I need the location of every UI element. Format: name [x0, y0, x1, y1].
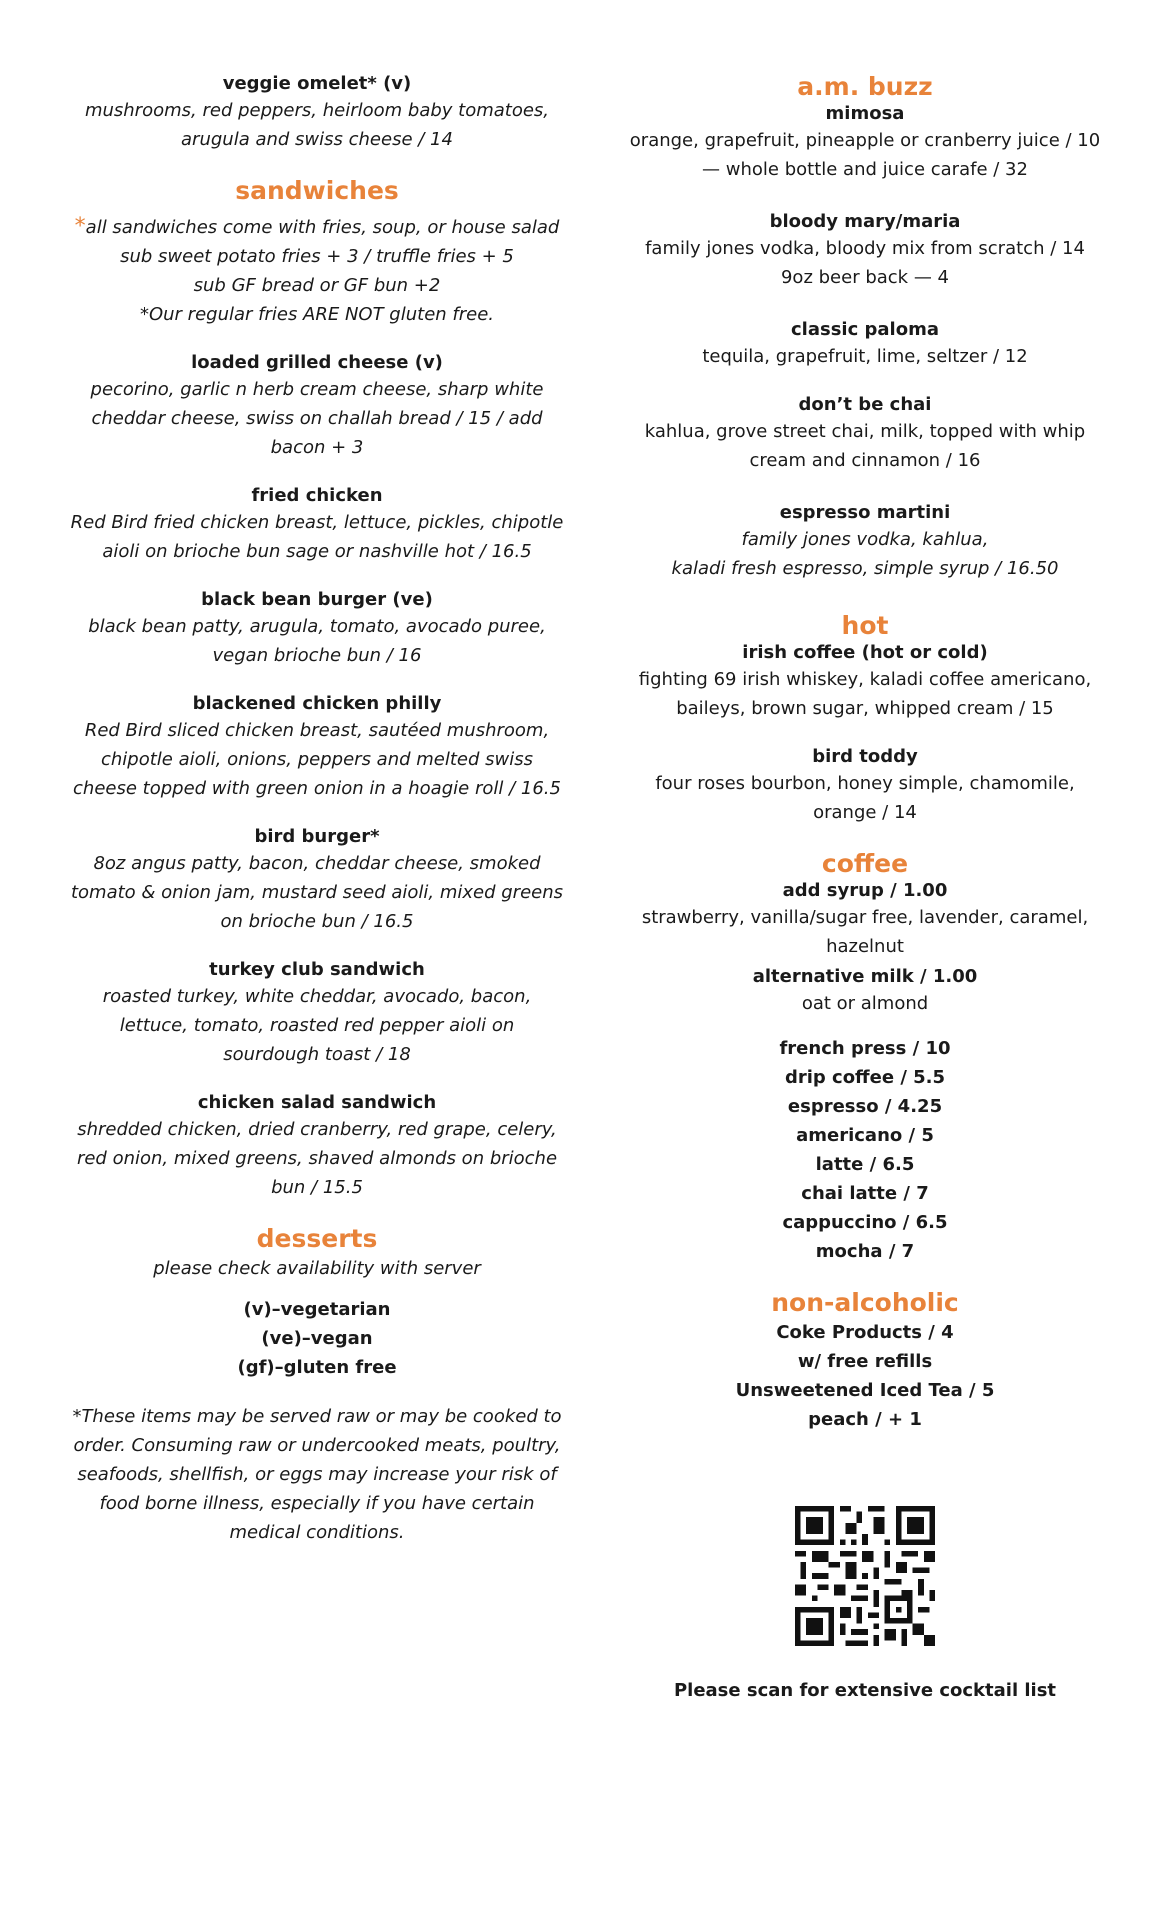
- menu-item-bird-burger: [62, 825, 572, 936]
- qr-code-icon[interactable]: [795, 1506, 935, 1646]
- item-desc-line: roasted turkey, white cheddar, avocado, bacon,: [102, 986, 532, 1007]
- item-desc-line: cream and cinnamon / 16: [749, 450, 981, 471]
- menu-item-black-bean-burger: [62, 588, 572, 670]
- section-heading-desserts: desserts: [256, 1224, 378, 1253]
- item-desc-line: baileys, brown sugar, whipped cream / 15: [676, 698, 1054, 719]
- item-name: don’t be chai: [798, 394, 932, 415]
- item-desc-line: vegan brioche bun / 16: [212, 645, 422, 666]
- na-list-item: w/ free refills: [797, 1351, 933, 1372]
- drink-mimosa: [610, 102, 1120, 184]
- item-desc-line: bacon + 3: [270, 437, 364, 458]
- item-desc-line: four roses bourbon, honey simple, chamomile,: [655, 773, 1075, 794]
- na-list-item: Coke Products / 4: [776, 1322, 954, 1343]
- item-desc-line: strawberry, vanilla/sugar free, lavender, caramel,: [641, 907, 1089, 928]
- item-name: blackened chicken philly: [192, 693, 442, 714]
- item-desc-line: pecorino, garlic n herb cream cheese, sharp white: [90, 379, 544, 400]
- item-desc-line: cheddar cheese, swiss on challah bread / 15 / add: [91, 408, 543, 429]
- item-desc-line: kaladi fresh espresso, simple syrup / 16.50: [671, 558, 1059, 579]
- drink-bloody-mary: [610, 210, 1120, 292]
- item-name: add syrup / 1.00: [782, 880, 948, 901]
- coffee-alternative-milk: [610, 965, 1120, 1018]
- disclaimer-line: *These items may be served raw or may be cooked to: [72, 1406, 562, 1427]
- diet-legend: [62, 1295, 572, 1382]
- item-name: classic paloma: [791, 319, 939, 340]
- qr-caption: Please scan for extensive cocktail list: [673, 1680, 1057, 1701]
- item-name: bird toddy: [812, 746, 918, 767]
- item-name: mimosa: [825, 103, 905, 124]
- coffee-list-item: french press / 10: [779, 1038, 951, 1059]
- item-name: black bean burger (ve): [201, 589, 433, 610]
- item-desc-line: cheese topped with green onion in a hoagie roll / 16.5: [73, 778, 561, 799]
- item-desc-line: tequila, grapefruit, lime, seltzer / 12: [702, 346, 1028, 367]
- right-column: [610, 72, 1120, 1705]
- drink-bird-toddy: [610, 745, 1120, 827]
- menu-item-blackened-chicken-philly: [62, 692, 572, 803]
- section-heading-non-alcoholic: non-alcoholic: [771, 1288, 959, 1317]
- item-name: chicken salad sandwich: [197, 1092, 437, 1113]
- item-desc-line: oat or almond: [801, 993, 929, 1014]
- coffee-list-item: mocha / 7: [815, 1241, 915, 1262]
- item-name: irish coffee (hot or cold): [742, 642, 988, 663]
- disclaimer-line: medical conditions.: [229, 1522, 405, 1543]
- item-desc-line: sourdough toast / 18: [223, 1044, 411, 1065]
- menu-item-fried-chicken: [62, 484, 572, 566]
- item-desc-line: mushrooms, red peppers, heirloom baby tomatoes,: [84, 100, 550, 121]
- raw-food-disclaimer: [62, 1402, 572, 1547]
- disclaimer-line: order. Consuming raw or undercooked meats, poultry,: [73, 1435, 561, 1456]
- coffee-price-list: [610, 1034, 1120, 1266]
- item-name: loaded grilled cheese (v): [191, 352, 443, 373]
- item-desc-line: shredded chicken, dried cranberry, red grape, celery,: [77, 1119, 557, 1140]
- coffee-list-item: drip coffee / 5.5: [784, 1067, 946, 1088]
- item-name: bloody mary/maria: [769, 211, 961, 232]
- left-column: [62, 72, 572, 1547]
- item-desc-line: tomato & onion jam, mustard seed aioli, mixed greens: [70, 882, 564, 903]
- legend-line: (v)–vegetarian: [243, 1299, 391, 1320]
- section-heading-sandwiches: sandwiches: [235, 176, 399, 205]
- note-line: sub GF bread or GF bun +2: [193, 275, 441, 296]
- item-desc-line: — whole bottle and juice carafe / 32: [702, 159, 1028, 180]
- coffee-list-item: latte / 6.5: [815, 1154, 915, 1175]
- note-line: sub sweet potato fries + 3 / truffle fries + 5: [120, 246, 514, 267]
- item-desc-line: kahlua, grove street chai, milk, topped with whip: [644, 421, 1086, 442]
- coffee-list-item: espresso / 4.25: [787, 1096, 943, 1117]
- sandwich-notes: [62, 212, 572, 329]
- item-desc-line: family jones vodka, bloody mix from scratch / 14: [645, 238, 1085, 259]
- item-desc-line: bun / 15.5: [271, 1177, 363, 1198]
- item-name: espresso martini: [779, 502, 951, 523]
- coffee-list-item: americano / 5: [796, 1125, 934, 1146]
- item-desc-line: on brioche bun / 16.5: [220, 911, 414, 932]
- coffee-list-item: cappuccino / 6.5: [782, 1212, 948, 1233]
- drink-irish-coffee: [610, 641, 1120, 723]
- note-line: *all sandwiches come with fries, soup, or house salad: [74, 214, 560, 239]
- coffee-add-syrup: [610, 879, 1120, 961]
- item-desc-line: hazelnut: [826, 936, 904, 957]
- legend-line: (gf)–gluten free: [237, 1357, 397, 1378]
- desserts-note: please check availability with server: [153, 1258, 481, 1279]
- menu-item-chicken-salad: [62, 1091, 572, 1202]
- non-alcoholic-list: [610, 1318, 1120, 1434]
- disclaimer-line: food borne illness, especially if you have certain: [99, 1493, 535, 1514]
- item-desc-line: fighting 69 irish whiskey, kaladi coffee americano,: [638, 669, 1092, 690]
- note-line: *Our regular fries ARE NOT gluten free.: [139, 304, 495, 325]
- na-list-item: Unsweetened Iced Tea / 5: [735, 1380, 995, 1401]
- asterisk-mark: *: [74, 214, 86, 239]
- item-name: alternative milk / 1.00: [752, 966, 978, 987]
- item-desc-line: lettuce, tomato, roasted red pepper aioli on: [119, 1015, 515, 1036]
- item-desc-line: black bean patty, arugula, tomato, avocado puree,: [88, 616, 546, 637]
- item-name: veggie omelet* (v): [222, 73, 412, 94]
- section-heading-hot: hot: [841, 611, 889, 640]
- item-desc-line: Red Bird fried chicken breast, lettuce, pickles, chipotle: [70, 512, 564, 533]
- menu-item-turkey-club: [62, 958, 572, 1069]
- item-desc-line: chipotle aioli, onions, peppers and melted swiss: [100, 749, 533, 770]
- drink-espresso-martini: [610, 501, 1120, 583]
- item-desc-line: Red Bird sliced chicken breast, sautéed mushroom,: [84, 720, 550, 741]
- menu-item-veggie-omelet: [62, 72, 572, 154]
- item-name: fried chicken: [251, 485, 383, 506]
- item-name: turkey club sandwich: [209, 959, 425, 980]
- item-desc-line: arugula and swiss cheese / 14: [181, 129, 453, 150]
- section-heading-coffee: coffee: [821, 849, 909, 878]
- section-heading-am-buzz: a.m. buzz: [797, 72, 933, 101]
- item-desc-line: aioli on brioche bun sage or nashville hot / 16.5: [102, 541, 532, 562]
- legend-line: (ve)–vegan: [261, 1328, 373, 1349]
- item-desc-line: 8oz angus patty, bacon, cheddar cheese, smoked: [93, 853, 541, 874]
- drink-classic-paloma: [610, 318, 1120, 371]
- na-list-item: peach / + 1: [808, 1409, 922, 1430]
- coffee-list-item: chai latte / 7: [801, 1183, 929, 1204]
- item-desc-line: red onion, mixed greens, shaved almonds on brioche: [76, 1148, 558, 1169]
- menu-item-loaded-grilled-cheese: [62, 351, 572, 462]
- item-desc-line: orange / 14: [813, 802, 917, 823]
- item-desc-line: orange, grapefruit, pineapple or cranberry juice / 10: [629, 130, 1101, 151]
- item-name: bird burger*: [254, 826, 380, 847]
- disclaimer-line: seafoods, shellfish, or eggs may increase your risk of: [77, 1464, 557, 1485]
- item-desc-line: family jones vodka, kahlua,: [741, 529, 989, 550]
- item-desc-line: 9oz beer back — 4: [780, 267, 949, 288]
- drink-dont-be-chai: [610, 393, 1120, 475]
